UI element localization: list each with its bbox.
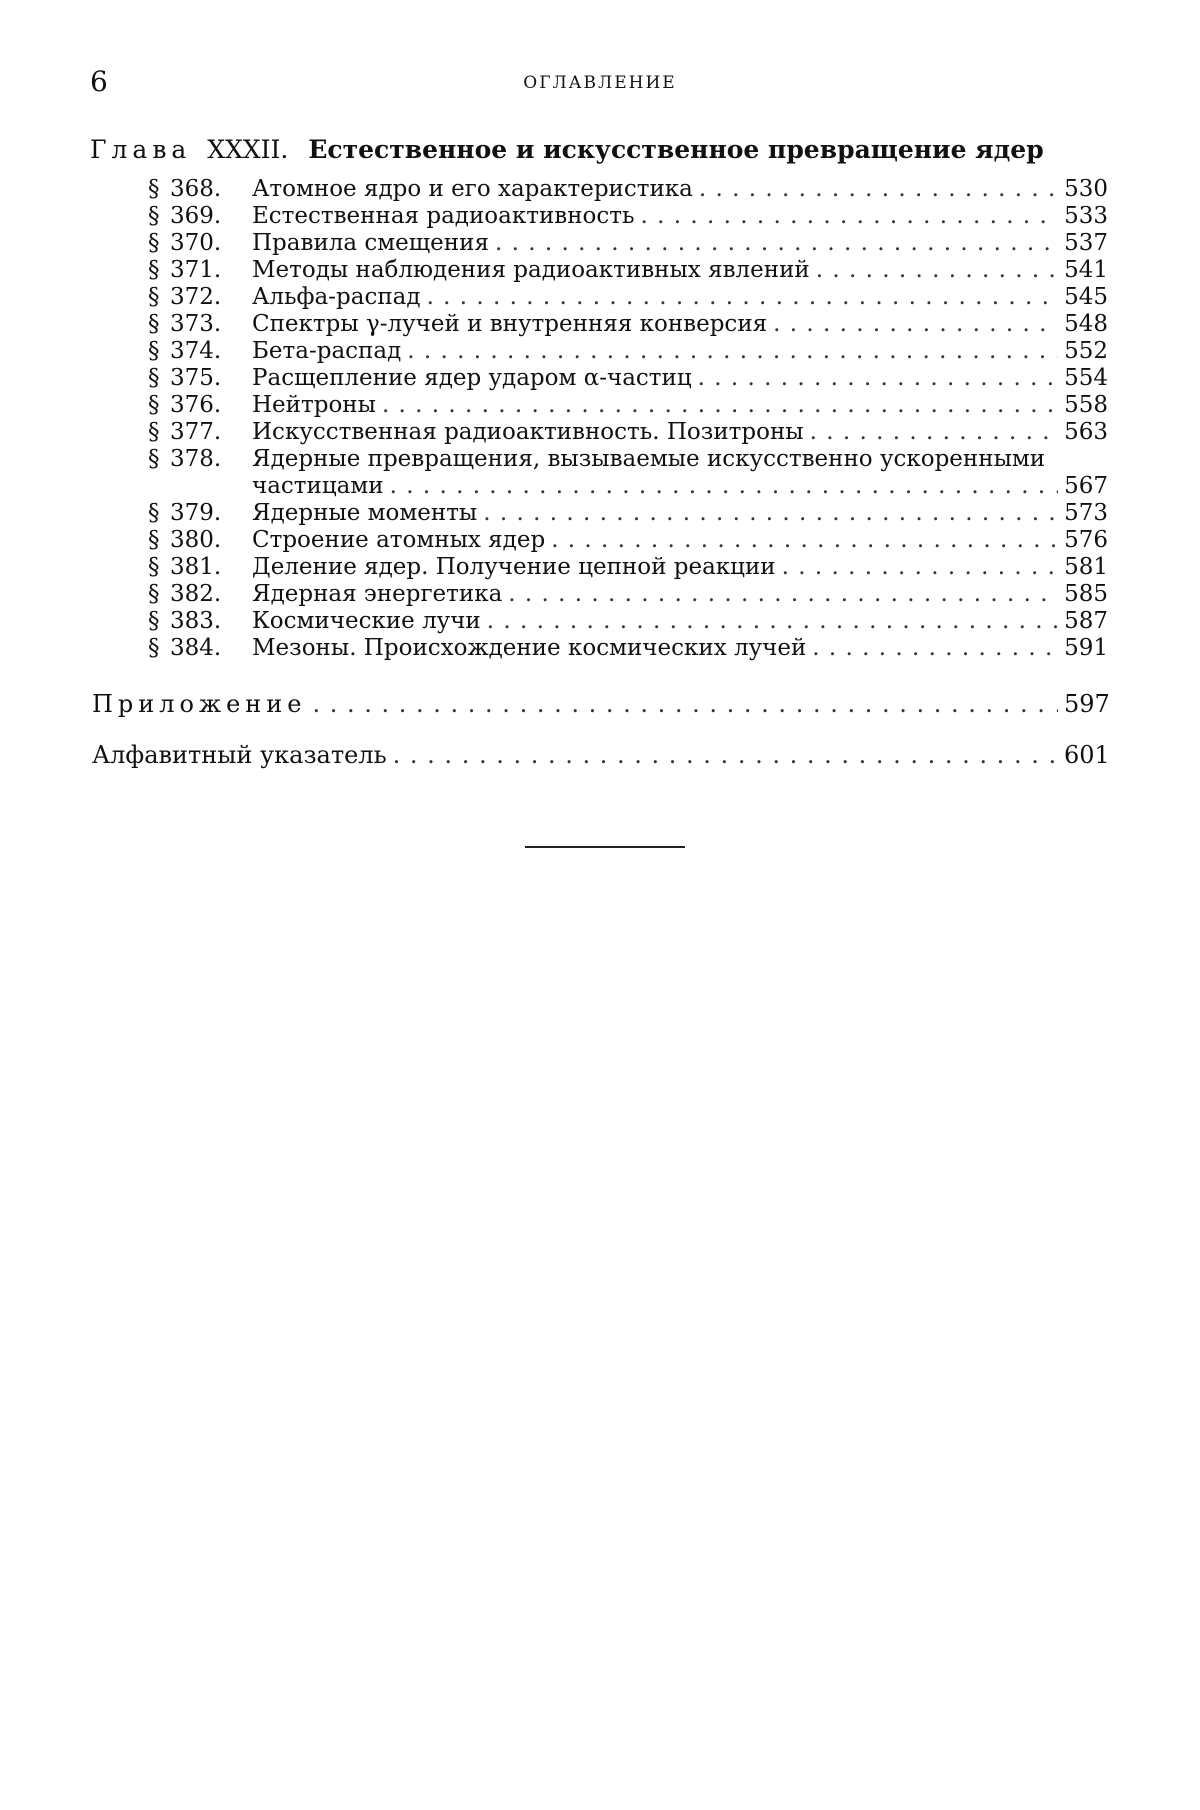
section-sign: § (148, 635, 160, 661)
section-sign: § (148, 257, 160, 283)
section-page: 552 (1064, 338, 1108, 364)
section-title: Нейтроны (252, 392, 376, 418)
section-title: Бета-распад (252, 338, 402, 364)
section-title: Спектры γ-лучей и внутренняя конверсия (252, 311, 768, 337)
section-number: 380. (170, 527, 222, 553)
section-title-continuation: частицами (252, 473, 384, 499)
section-page: 537 (1064, 230, 1108, 256)
toc-entry (148, 500, 1108, 527)
section-sign: § (148, 365, 160, 391)
section-number: 375. (170, 365, 222, 391)
section-sign: § (148, 554, 160, 580)
toc-entry (148, 338, 1108, 365)
section-page: 541 (1064, 257, 1108, 283)
leader-dots (508, 581, 1058, 608)
leader-dots (782, 554, 1058, 581)
section-title: Ядерная энергетика (252, 581, 503, 607)
leader-dots (810, 419, 1058, 446)
toc-entry (148, 581, 1108, 608)
section-sign: § (148, 338, 160, 364)
section-number: 381. (170, 554, 222, 580)
leader-dots (312, 690, 1058, 718)
section-page: 585 (1064, 581, 1108, 607)
section-title: Космические лучи (252, 608, 481, 634)
section-page: 581 (1064, 554, 1108, 580)
section-title: Деление ядер. Получение цепной реакции (252, 554, 776, 580)
section-number: 384. (170, 635, 222, 661)
section-title: Мезоны. Происхождение космических лучей (252, 635, 807, 661)
section-page: 545 (1064, 284, 1108, 310)
section-sign: § (148, 419, 160, 445)
section-sign: § (148, 203, 160, 229)
leader-dots (390, 473, 1058, 500)
section-title: Альфа-распад (252, 284, 421, 310)
section-title: Расщепление ядер ударом α-частиц (252, 365, 692, 391)
section-sign: § (148, 311, 160, 337)
section-sign: § (148, 608, 160, 634)
toc-entry (148, 257, 1108, 284)
section-number: 373. (170, 311, 222, 337)
section-sign: § (148, 581, 160, 607)
section-page: 558 (1064, 392, 1108, 418)
toc-entry (148, 527, 1108, 554)
appendix-entry (92, 690, 1108, 718)
section-title: Методы наблюдения радиоактивных явлений (252, 257, 810, 283)
leader-dots (641, 203, 1058, 230)
toc-entry (148, 554, 1108, 581)
section-sign: § (148, 284, 160, 310)
leader-dots (551, 527, 1058, 554)
page-number: 6 (90, 65, 108, 98)
leader-dots (699, 176, 1058, 203)
toc-entry (148, 203, 1108, 230)
section-page: 587 (1064, 608, 1108, 634)
leader-dots (773, 311, 1058, 338)
toc-entry (148, 608, 1108, 635)
chapter-title (90, 134, 1120, 166)
section-sign: § (148, 500, 160, 526)
leader-dots (382, 392, 1058, 419)
section-number: 371. (170, 257, 222, 283)
leader-dots (487, 608, 1058, 635)
section-title: Правила смещения (252, 230, 489, 256)
section-sign: § (148, 392, 160, 418)
leader-dots (407, 338, 1058, 365)
section-number: 377. (170, 419, 222, 445)
section-page: 591 (1064, 635, 1108, 661)
toc-entry-continuation (148, 473, 1108, 500)
section-number: 382. (170, 581, 222, 607)
section-sign: § (148, 176, 160, 202)
section-sign: § (148, 446, 160, 472)
toc-entry (148, 635, 1108, 662)
leader-dots (495, 230, 1058, 257)
chapter-number: XXXII. (207, 135, 289, 164)
leader-dots (483, 500, 1058, 527)
toc-entry (148, 365, 1108, 392)
toc-entry (148, 392, 1108, 419)
section-number: 374. (170, 338, 222, 364)
section-page: 548 (1064, 311, 1108, 337)
section-page: 554 (1064, 365, 1108, 391)
table-of-contents (148, 176, 1108, 662)
leader-dots (698, 365, 1058, 392)
section-number: 383. (170, 608, 222, 634)
toc-entry (148, 230, 1108, 257)
section-title: Ядерные превращения, вызываемые искусственно ускоренными (252, 446, 1046, 472)
section-page: 533 (1064, 203, 1108, 229)
section-title: Ядерные моменты (252, 500, 478, 526)
section-page: 530 (1064, 176, 1108, 202)
section-number: 368. (170, 176, 222, 202)
section-page: 563 (1064, 419, 1108, 445)
chapter-label: Глава (90, 135, 192, 164)
section-number: 369. (170, 203, 222, 229)
section-number: 370. (170, 230, 222, 256)
toc-entry (148, 446, 1108, 473)
leader-dots (812, 635, 1058, 662)
closing-rule (525, 846, 685, 848)
section-number: 372. (170, 284, 222, 310)
toc-entry (148, 419, 1108, 446)
section-title: Строение атомных ядер (252, 527, 546, 553)
toc-entry (148, 176, 1108, 203)
section-number: 376. (170, 392, 222, 418)
toc-entry (148, 311, 1108, 338)
section-title: Атомное ядро и его характеристика (252, 176, 693, 202)
section-page: 573 (1064, 500, 1108, 526)
section-sign: § (148, 230, 160, 256)
section-page: 567 (1064, 473, 1108, 499)
section-title: Естественная радиоактивность (252, 203, 635, 229)
index-label: Алфавитный указатель (92, 741, 387, 769)
leader-dots (816, 257, 1058, 284)
chapter-name: Естественное и искусственное превращение ядер (308, 135, 1044, 164)
section-sign: § (148, 527, 160, 553)
appendix-label: Приложение (92, 690, 307, 718)
leader-dots (427, 284, 1058, 311)
running-head: ОГЛАВЛЕНИЕ (523, 73, 677, 93)
index-entry (92, 741, 1108, 769)
appendix-page: 597 (1064, 690, 1110, 718)
section-title: Искусственная радиоактивность. Позитроны (252, 419, 804, 445)
section-page: 576 (1064, 527, 1108, 553)
section-number: 378. (170, 446, 222, 472)
index-page: 601 (1064, 741, 1110, 769)
leader-dots (393, 741, 1058, 769)
section-number: 379. (170, 500, 222, 526)
toc-entry (148, 284, 1108, 311)
